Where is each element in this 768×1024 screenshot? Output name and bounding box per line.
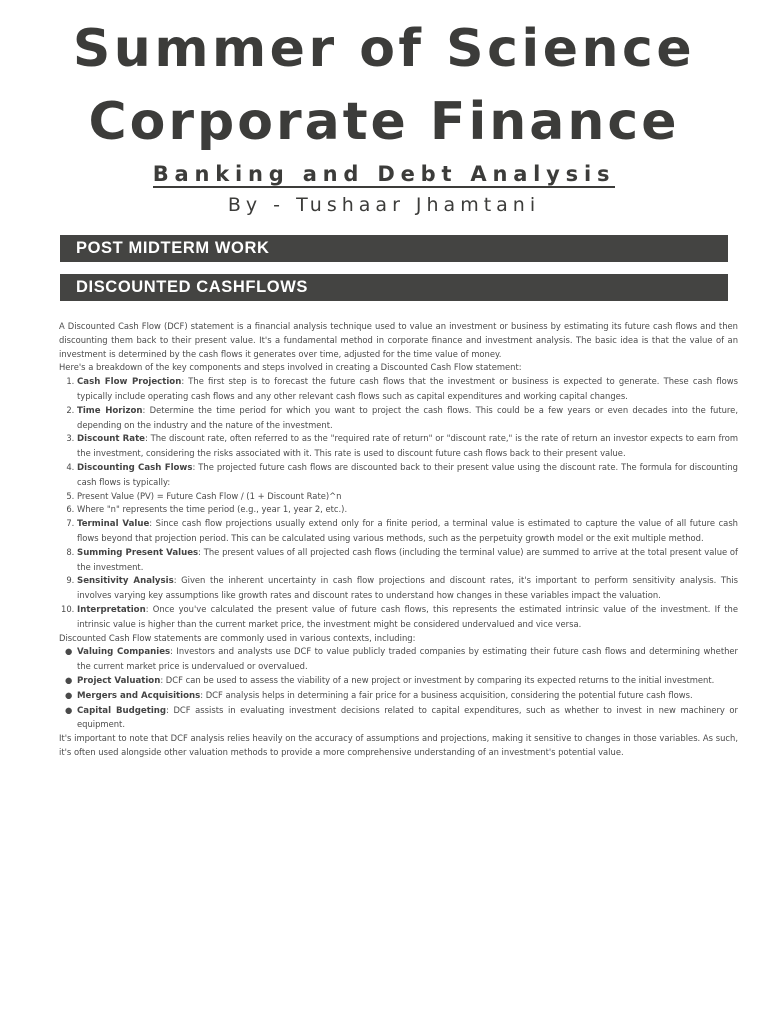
list-item (77, 503, 738, 517)
list-item (77, 574, 738, 603)
use-text: : Investors and analysts use DCF to value publicly traded companies by estimating their future cash flows and determining whether the current market price is undervalued or overvalued. (77, 646, 739, 672)
step-term: Interpretation (77, 604, 146, 615)
step-term: Terminal Value (77, 519, 150, 530)
list-item (77, 517, 738, 546)
step-text: : Given the inherent uncertainty in cash flow projections and discount rates, it's important to perform sensitivity analysis. This involves varying key assumptions like growth rates and discount rates to understand how changes in these variables impact the valuation. (77, 575, 738, 601)
bullet-icon: ● (65, 674, 73, 685)
step-term: Discounting Cash Flows (77, 462, 193, 473)
author-line: By - Tushaar Jhamtani (227, 194, 541, 216)
list-item (65, 689, 738, 704)
step-text: : Once you've calculated the present value of future cash flows, this represents the estimated intrinsic value of the investment. If the intrinsic value is higher than the current market price, the investment might be considered undervalued and vice versa. (77, 603, 738, 629)
step-text: : Since cash flow projections usually extend only for a finite period, a terminal value is estimated to capture the value of all future cash flows beyond that projection period. This can be calculated using various methods, such as the perpetuity growth model or the exit multiple method. (77, 518, 738, 543)
use-text: : DCF can be used to assess the viability of a new project or investment by comparing its expected returns to the initial investment. (160, 674, 715, 685)
use-text: : DCF analysis helps in determining a fair price for a business acquisition, considering the potential future cash flows. (200, 689, 693, 700)
step-text: Where "n" represents the time period (e.g., year 1, year 2, etc.). (77, 504, 348, 515)
list-item (77, 375, 738, 404)
bullet-icon: ● (65, 689, 73, 700)
step-term: Cash Flow Projection (77, 377, 182, 388)
step-term: Discount Rate (77, 434, 146, 445)
intro-paragraph: A Discounted Cash Flow (DCF) statement is a financial analysis technique used to value an investment or business by estimating its future cash flows and then discounting them back to their present value. It's a fundamental method in corporate finance and investment analysis. The basic idea is that the value of an investment is determined by the cash flows it generates over time, adjusted for the time value of money. (59, 321, 738, 359)
uses-list (59, 645, 738, 732)
step-text: : The discount rate, often referred to as the "required rate of return" or "discount rate," is the rate of return an investor expects to earn from the investment, considering the risks associated with it. This rate is used to discount future cash flows back to their present value. (77, 433, 738, 459)
step-text: : Determine the time period for which you want to project the cash flows. This could be a few years or even decades into the future, depending on the industry and the nature of the investment. (77, 404, 738, 430)
use-term: Valuing Companies (77, 647, 171, 658)
use-term: Capital Budgeting (77, 705, 167, 716)
breakdown-intro: Here's a breakdown of the key components and steps involved in creating a Discounted Cash Flow statement: (59, 362, 522, 373)
bullet-icon: ● (65, 704, 73, 715)
step-text: : The present values of all projected cash flows (including the terminal value) are summed to arrive at the total present value of the investment. (77, 546, 739, 572)
step-term: Time Horizon (77, 405, 143, 416)
list-item (65, 674, 738, 689)
subtitle-text: Banking and Debt Analysis (152, 162, 616, 186)
steps-list (59, 375, 738, 631)
list-item (77, 404, 738, 433)
use-term: Project Valuation (77, 675, 161, 686)
step-text: : The projected future cash flows are discounted back to their present value using the discount rate. The formula for discounting cash flows is typically: (77, 461, 738, 487)
subtitle (0, 160, 768, 188)
section-bar-post-midterm: POST MIDTERM WORK (60, 235, 728, 262)
use-text: : DCF assists in evaluating investment decisions related to capital expenditures, such as whether to invest in new machinery or equipment. (77, 704, 738, 730)
list-item (77, 490, 738, 504)
list-item (65, 704, 738, 733)
bullet-icon: ● (65, 646, 73, 657)
body-content (59, 320, 738, 760)
title-line-2: Corporate Finance (88, 92, 680, 152)
list-item (77, 603, 738, 632)
conclusion-paragraph: It's important to note that DCF analysis relies heavily on the accuracy of assumptions and projections, making it sensitive to changes in those variables. As such, it's often used alongside other valuation methods to provide a more comprehensive understanding of an investment's potential value. (59, 733, 738, 757)
list-item (65, 645, 739, 674)
list-item (77, 461, 738, 490)
list-item (77, 432, 738, 461)
step-term: Summing Present Values (77, 547, 199, 558)
section-bar-discounted-cashflows: DISCOUNTED CASHFLOWS (60, 274, 728, 301)
use-term: Mergers and Acquisitions (77, 690, 201, 701)
uses-intro: Discounted Cash Flow statements are commonly used in various contexts, including: (59, 632, 416, 643)
step-text: Present Value (PV) = Future Cash Flow / (1 + Discount Rate)^n (77, 490, 342, 501)
list-item (77, 546, 738, 575)
step-text: : The first step is to forecast the future cash flows that the investment or business is expected to generate. These cash flows typically include operating cash flows and any other relevant cash flows such as capital expenditures and working capital changes. (77, 376, 738, 401)
title-line-1: Summer of Science (72, 19, 696, 79)
step-term: Sensitivity Analysis (77, 576, 174, 587)
